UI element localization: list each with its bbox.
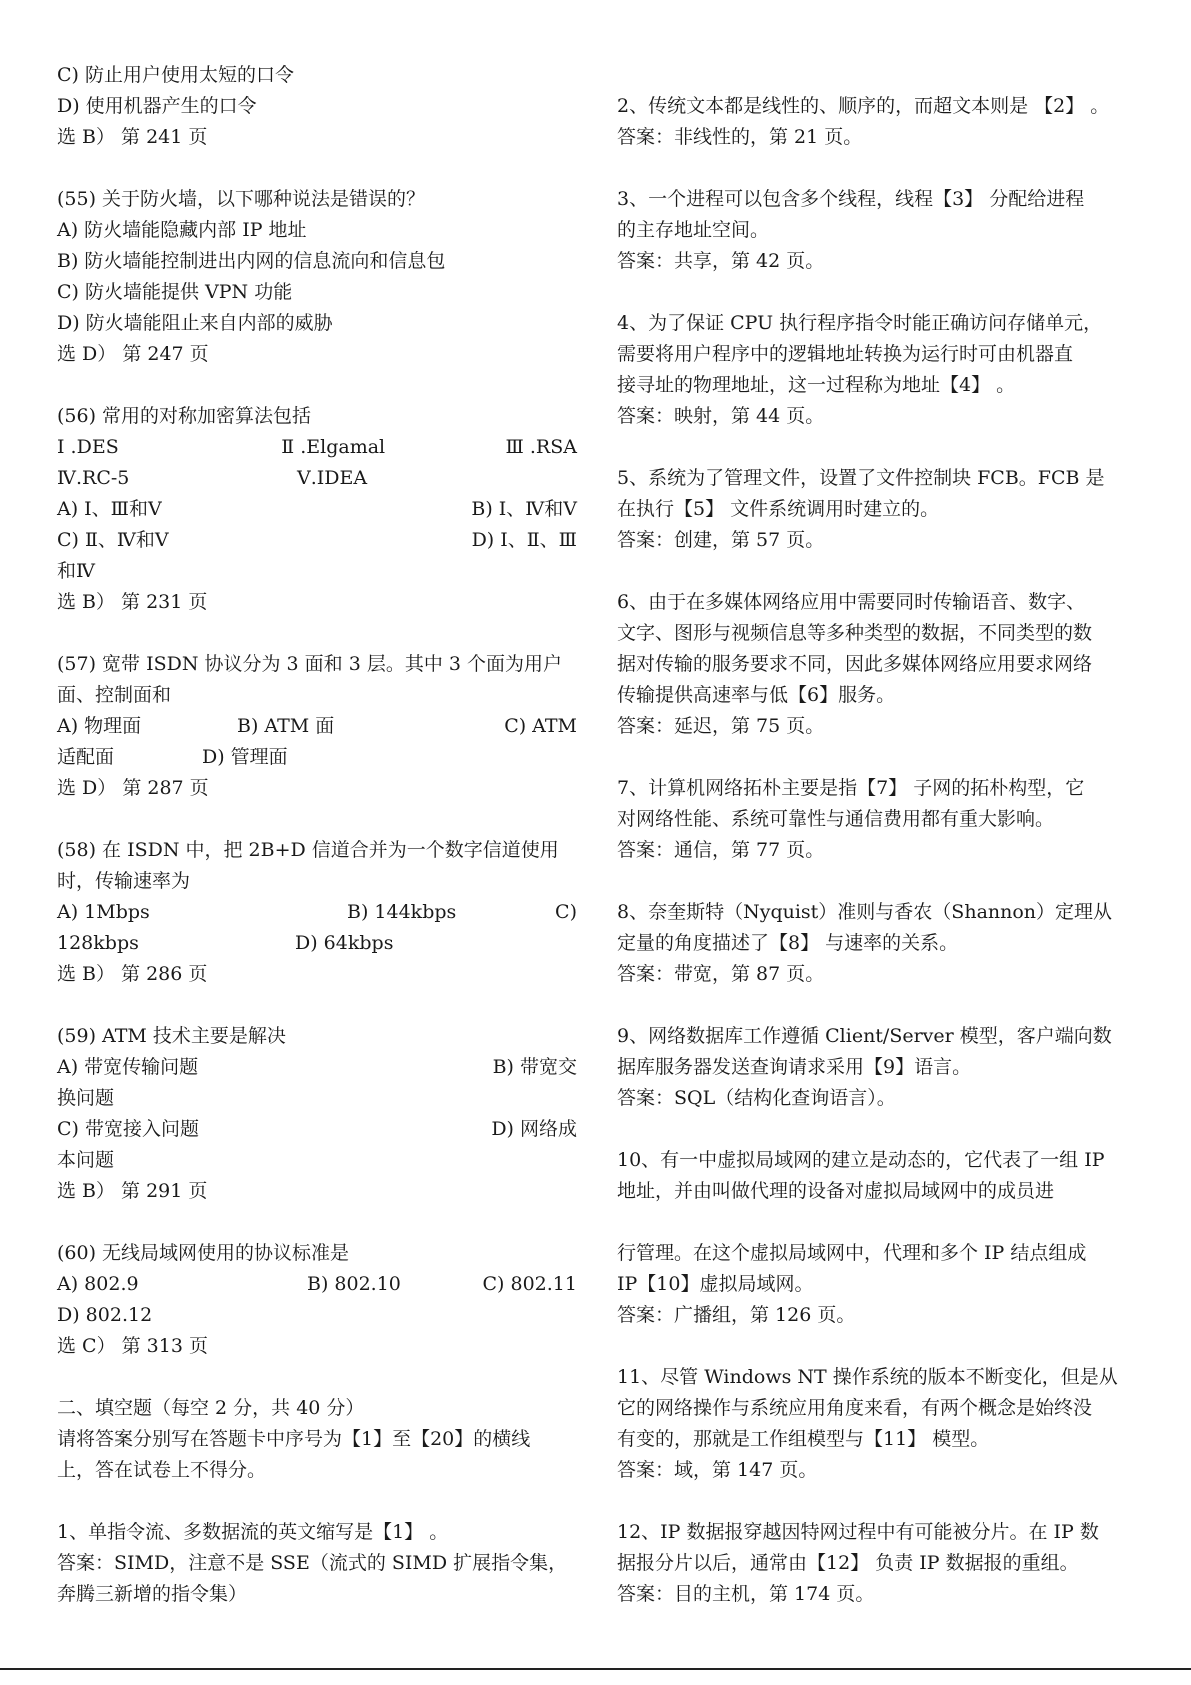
fill-question: 7、计算机网络拓朴主要是指【7】 子网的拓朴构型，它 bbox=[617, 777, 1085, 799]
option-d: D) 64kbps bbox=[295, 932, 394, 954]
question-stem: (60) 无线局域网使用的协议标准是 bbox=[57, 1242, 350, 1264]
option-d: D) 管理面 bbox=[202, 746, 288, 768]
option-a: A) 802.9 bbox=[57, 1273, 139, 1295]
option-b: B) 144kbps bbox=[347, 901, 457, 923]
option-a: A) Ⅰ、Ⅲ和Ⅴ bbox=[57, 498, 162, 520]
section-instructions: 请将答案分别写在答题卡中序号为【1】至【20】的横线 bbox=[57, 1428, 531, 1450]
fill-answer: 答案：SQL（结构化查询语言）。 bbox=[617, 1087, 896, 1109]
option-d: D) 防火墙能阻止来自内部的威胁 bbox=[57, 312, 333, 334]
option-d-continued: 本问题 bbox=[57, 1149, 115, 1171]
fill-question-continued: 需要将用户程序中的逻辑地址转换为运行时可由机器直 bbox=[617, 343, 1074, 365]
option-d: D) Ⅰ、Ⅱ、Ⅲ bbox=[471, 529, 577, 551]
fill-answer: 答案：非线性的，第 21 页。 bbox=[617, 126, 863, 148]
fill-question: 6、由于在多媒体网络应用中需要同时传输语音、数字、 bbox=[617, 591, 1086, 613]
fill-question-continued: 行管理。在这个虚拟局域网中，代理和多个 IP 结点组成 bbox=[617, 1242, 1087, 1264]
option-c: C) Ⅱ、Ⅳ和Ⅴ bbox=[57, 529, 169, 551]
option-a: A) 带宽传输问题 bbox=[57, 1056, 199, 1078]
fill-question-continued: 定量的角度描述了【8】 与速率的关系。 bbox=[617, 932, 959, 954]
item-row bbox=[57, 432, 577, 463]
fill-question: 9、网络数据库工作遵循 Client/Server 模型，客户端向数 bbox=[617, 1025, 1112, 1047]
fill-question-continued: 的主存地址空间。 bbox=[617, 219, 770, 241]
fill-answer: 答案：创建，第 57 页。 bbox=[617, 529, 825, 551]
fill-question: 5、系统为了管理文件，设置了文件控制块 FCB。FCB 是 bbox=[617, 467, 1105, 489]
item-5: Ⅴ.IDEA bbox=[297, 467, 368, 489]
option-c: C) 防止用户使用太短的口令 bbox=[57, 64, 294, 86]
fill-question: 8、奈奎斯特（Nyquist）准则与香农（Shannon）定理从 bbox=[617, 901, 1113, 923]
option-b: B) 带宽交 bbox=[492, 1056, 577, 1078]
fill-question: 4、为了保证 CPU 执行程序指令时能正确访问存储单元， bbox=[617, 312, 1103, 334]
fill-question-continued: 在执行【5】 文件系统调用时建立的。 bbox=[617, 498, 940, 520]
option-row bbox=[57, 897, 577, 928]
option-a: A) 防火墙能隐藏内部 IP 地址 bbox=[57, 219, 307, 241]
answer: 选 D） 第 287 页 bbox=[57, 777, 209, 799]
answer: 选 B） 第 231 页 bbox=[57, 591, 208, 613]
option-row bbox=[57, 1114, 577, 1145]
option-d-continued: 和Ⅳ bbox=[57, 560, 95, 582]
question-stem-continued: 时，传输速率为 bbox=[57, 870, 191, 892]
fill-question-continued: 对网络性能、系统可靠性与通信费用都有重大影响。 bbox=[617, 808, 1055, 830]
fill-question-continued: 接寻址的物理地址，这一过程称为地址【4】 。 bbox=[617, 374, 1016, 396]
fill-question: 2、传统文本都是线性的、顺序的，而超文本则是 【2】 。 bbox=[617, 95, 1110, 117]
fill-answer: 答案：带宽，第 87 页。 bbox=[617, 963, 825, 985]
fill-question-continued: 传输提供高速率与低【6】服务。 bbox=[617, 684, 896, 706]
right-column bbox=[617, 91, 1137, 1610]
fill-question-continued: 地址，并由叫做代理的设备对虚拟局域网中的成员进 bbox=[617, 1180, 1055, 1202]
left-column bbox=[57, 60, 577, 1610]
fill-answer: 答案：通信，第 77 页。 bbox=[617, 839, 825, 861]
option-c-continued: 适配面 bbox=[57, 746, 115, 768]
option-c: C) 802.11 bbox=[482, 1273, 577, 1295]
option-d: D) 网络成 bbox=[491, 1118, 577, 1140]
fill-answer: 答案：SIMD，注意不是 SSE（流式的 SIMD 扩展指令集， bbox=[57, 1552, 568, 1574]
section-instructions-continued: 上，答在试卷上不得分。 bbox=[57, 1459, 267, 1481]
option-row bbox=[57, 1052, 577, 1083]
fill-question: 1、单指令流、多数据流的英文缩写是【1】 。 bbox=[57, 1521, 449, 1543]
option-d: D) 802.12 bbox=[57, 1304, 153, 1326]
fill-answer: 答案：目的主机，第 174 页。 bbox=[617, 1583, 875, 1605]
fill-question-continued: 据报分片以后，通常由【12】 负责 IP 数据报的重组。 bbox=[617, 1552, 1079, 1574]
question-stem: (58) 在 ISDN 中，把 2B+D 信道合并为一个数字信道使用 bbox=[57, 839, 559, 861]
fill-answer: 答案：广播组，第 126 页。 bbox=[617, 1304, 856, 1326]
question-stem: (56) 常用的对称加密算法包括 bbox=[57, 405, 312, 427]
fill-answer: 答案：共享，第 42 页。 bbox=[617, 250, 825, 272]
option-a: A) 1Mbps bbox=[57, 901, 150, 923]
option-c: C) 带宽接入问题 bbox=[57, 1118, 199, 1140]
fill-answer: 答案：延迟，第 75 页。 bbox=[617, 715, 825, 737]
option-row bbox=[57, 711, 577, 742]
page-bottom-rule bbox=[0, 1668, 1191, 1670]
option-row bbox=[57, 525, 577, 556]
option-a: A) 物理面 bbox=[57, 715, 142, 737]
answer: 选 B） 第 241 页 bbox=[57, 126, 208, 148]
option-c-continued: 128kbps bbox=[57, 932, 139, 954]
option-row bbox=[57, 1269, 577, 1300]
item-1: Ⅰ .DES bbox=[57, 436, 119, 458]
fill-question-continued: 有变的，那就是工作组模型与【11】 模型。 bbox=[617, 1428, 990, 1450]
option-d: D) 使用机器产生的口令 bbox=[57, 95, 257, 117]
fill-question-continued: 据库服务器发送查询请求采用【9】语言。 bbox=[617, 1056, 972, 1078]
fill-question-continued: 据对传输的服务要求不同，因此多媒体网络应用要求网络 bbox=[617, 653, 1093, 675]
item-2: Ⅱ .Elgamal bbox=[281, 436, 386, 458]
fill-question-continued: IP【10】虚拟局域网。 bbox=[617, 1273, 814, 1295]
option-b: B) ATM 面 bbox=[237, 715, 335, 737]
option-b: B) Ⅰ、Ⅳ和Ⅴ bbox=[471, 498, 577, 520]
option-row bbox=[57, 928, 577, 959]
question-stem: (57) 宽带 ISDN 协议分为 3 面和 3 层。其中 3 个面为用户 bbox=[57, 653, 563, 675]
answer: 选 D） 第 247 页 bbox=[57, 343, 209, 365]
option-row bbox=[57, 742, 577, 773]
fill-question: 3、一个进程可以包含多个线程，线程【3】 分配给进程 bbox=[617, 188, 1085, 210]
section-title: 二、填空题（每空 2 分，共 40 分） bbox=[57, 1397, 365, 1419]
item-4: Ⅳ.RC-5 bbox=[57, 467, 130, 489]
item-row bbox=[57, 463, 577, 494]
option-b-continued: 换问题 bbox=[57, 1087, 115, 1109]
answer: 选 B） 第 291 页 bbox=[57, 1180, 208, 1202]
fill-question: 10、有一中虚拟局域网的建立是动态的，它代表了一组 IP bbox=[617, 1149, 1105, 1171]
fill-question-continued: 文字、图形与视频信息等多种类型的数据，不同类型的数 bbox=[617, 622, 1093, 644]
fill-question: 11、尽管 Windows NT 操作系统的版本不断变化，但是从 bbox=[617, 1366, 1118, 1388]
option-c: C) bbox=[555, 901, 577, 923]
option-c: C) ATM bbox=[504, 715, 577, 737]
fill-question-continued: 它的网络操作与系统应用角度来看，有两个概念是始终没 bbox=[617, 1397, 1093, 1419]
option-row bbox=[57, 494, 577, 525]
fill-question: 12、IP 数据报穿越因特网过程中有可能被分片。在 IP 数 bbox=[617, 1521, 1099, 1543]
answer: 选 B） 第 286 页 bbox=[57, 963, 208, 985]
question-stem: (59) ATM 技术主要是解决 bbox=[57, 1025, 286, 1047]
option-c: C) 防火墙能提供 VPN 功能 bbox=[57, 281, 293, 303]
answer: 选 C） 第 313 页 bbox=[57, 1335, 208, 1357]
option-b: B) 802.10 bbox=[307, 1273, 401, 1295]
question-stem-continued: 面、控制面和 bbox=[57, 684, 172, 706]
fill-answer-continued: 奔腾三新增的指令集） bbox=[57, 1583, 248, 1605]
question-stem: (55) 关于防火墙，以下哪种说法是错误的？ bbox=[57, 188, 426, 210]
fill-answer: 答案：映射，第 44 页。 bbox=[617, 405, 825, 427]
option-b: B) 防火墙能控制进出内网的信息流向和信息包 bbox=[57, 250, 446, 272]
fill-answer: 答案：域，第 147 页。 bbox=[617, 1459, 818, 1481]
item-3: Ⅲ .RSA bbox=[505, 436, 577, 458]
